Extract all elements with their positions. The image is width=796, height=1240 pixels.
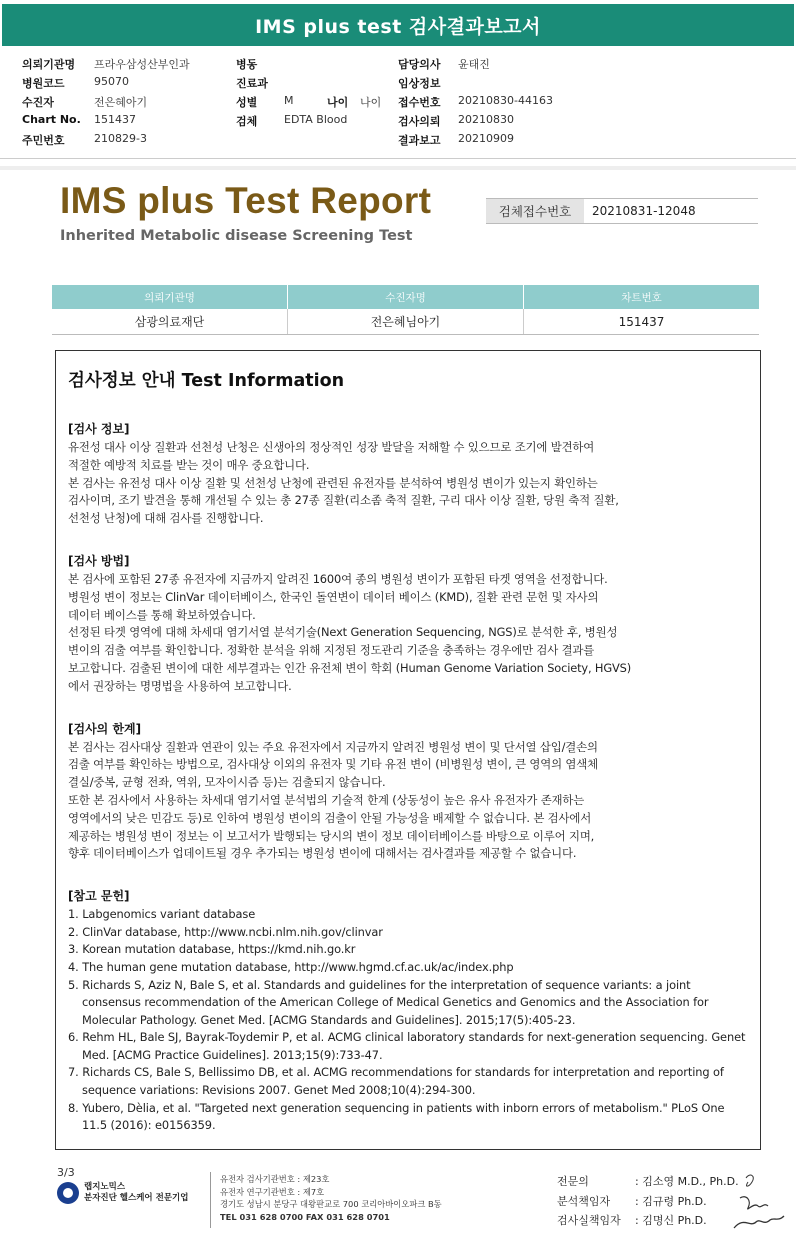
meta-label: 병원코드 (22, 77, 65, 90)
lab-info-line: 유전자 검사기관번호 : 제23호 (220, 1174, 330, 1184)
section-heading: [검사 정보] (68, 422, 130, 436)
meta-label: 병동 (236, 58, 258, 71)
meta-info (22, 56, 782, 152)
report-title: IMS plus Test Report (60, 180, 432, 221)
info-title: 검사정보 안내 Test Information (68, 371, 345, 391)
signer-name: : 김규령 Ph.D. (635, 1194, 707, 1208)
table-row (52, 309, 759, 335)
lab-info-line: 유전자 연구기관번호 : 제7호 (220, 1186, 325, 1197)
section-test-method (68, 552, 748, 696)
meta-label: 수진자 (22, 96, 54, 109)
reference-item: 3. Korean mutation database, https://kmd.nih.go.kr (68, 942, 356, 957)
meta-value: 20210830 (458, 113, 514, 126)
signer-row (557, 1192, 739, 1212)
lab-info-line: 경기도 성남시 분당구 대왕판교로 700 코리아바이오파크 B동 (220, 1199, 442, 1210)
table-cell: 151437 (618, 314, 665, 329)
signer-role: 분석책임자 (557, 1194, 611, 1208)
logo-icon (57, 1182, 79, 1204)
meta-label: 담당의사 (398, 58, 441, 71)
meta-value: 151437 (94, 113, 136, 126)
meta-value: 210829-3 (94, 132, 147, 145)
paragraph-line: 또한 본 검사에서 사용하는 차세대 염기서열 분석법의 기술적 한계 (상동성이 높은 유사 유전자가 존재하는 (68, 792, 585, 807)
section-heading: [검사 방법] (68, 553, 130, 568)
meta-value: 20210830-44163 (458, 94, 553, 107)
meta-value: 윤태진 (458, 58, 490, 71)
paragraph-line: 변이의 검출 여부를 확인합니다. 정확한 분석을 위해 지정된 정도관리 기준을 충족하는 경우에만 검사 결과를 (68, 643, 595, 658)
logo-name: 랩지노믹스 (84, 1182, 126, 1192)
footer (0, 1160, 796, 1240)
paragraph-line: 본 검사는 유전성 대사 이상 질환 및 선천성 난청에 관련된 유전자를 분석하여 병원성 변이가 있는지 확인하는 (68, 475, 598, 490)
header-banner (0, 0, 796, 50)
meta-value: 전은혜아기 (94, 96, 148, 109)
section-test-info (68, 420, 748, 528)
signers (557, 1172, 739, 1231)
meta-label: 의뢰기관명 (22, 58, 76, 71)
paragraph-line: 검출 여부를 확인하는 방법으로, 검사대상 이외의 유전자 및 기타 유전 변이 (비병원성 변이, 큰 영역의 염색체 (68, 757, 598, 772)
signer-name: : 김명신 Ph.D. (635, 1214, 707, 1228)
table-header-cell: 의뢰기관명 (52, 285, 288, 309)
logo-tagline: 분자진단 헬스케어 전문기업 (84, 1193, 189, 1203)
patient-table (52, 285, 759, 335)
sample-number-label: 검체접수번호 (486, 199, 584, 223)
signer-role: 전문의 (557, 1175, 589, 1188)
divider (0, 166, 796, 170)
meta-label: 나이 (327, 96, 349, 109)
reference-item: 6. Rehm HL, Bale SJ, Bayrak-Toydemir P, et al. ACMG clinical laboratory standards for next-generation sequencing. Genet Med. [ACMG Practice Guidelines]. 2013;15(9):733-47. (68, 1030, 746, 1062)
meta-label: Chart No. (22, 113, 81, 126)
page-number: 3/3 (57, 1166, 75, 1179)
reference-item: 1. Labgenomics variant database (68, 907, 256, 922)
reference-list (68, 906, 748, 1135)
paragraph-line: 결실/중복, 균형 전좌, 역위, 모자이시즘 등)는 검출되지 않습니다. (68, 775, 386, 790)
table-header-cell: 차트번호 (621, 291, 662, 304)
paragraph-line: 본 검사에 포함된 27종 유전자에 지금까지 알려진 1600여 종의 병원성 변이가 포함된 타겟 영역을 선정합니다. (68, 571, 608, 586)
reference-item: 7. Richards CS, Bale S, Bellissimo DB, et al. ACMG recommendations for standards for interpretation and reporting of sequence variations: Revisions 2007. Genet Med 2008;10(4):294-300. (68, 1065, 724, 1098)
section-heading: [참고 문헌] (68, 889, 130, 904)
divider (210, 1172, 211, 1228)
lab-info-line: TEL 031 628 0700 FAX 031 628 0701 (220, 1211, 390, 1222)
meta-label: 주민번호 (22, 134, 65, 147)
report-banner-title: IMS plus test 검사결과보고서 (2, 4, 794, 46)
signature-image (730, 1168, 790, 1240)
paragraph-line: 본 검사는 검사대상 질환과 연관이 있는 주요 유전자에서 지금까지 알려진 병원성 변이 및 단서열 삽입/결손의 (68, 739, 598, 754)
table-cell: 삼광의료재단 (52, 309, 288, 334)
meta-label: 진료과 (236, 77, 268, 90)
meta-label: 결과보고 (398, 134, 441, 147)
paragraph-line: 보고합니다. 검출된 변이에 대한 세부결과는 인간 유전체 변이 학회 (Human Genome Variation Society, HGVS) (68, 660, 632, 675)
meta-label: 검체 (236, 115, 258, 128)
sample-number-value: 20210831-12048 (592, 204, 696, 218)
meta-label: 접수번호 (398, 96, 441, 109)
meta-label: 임상정보 (398, 77, 441, 90)
paragraph-line: 선정된 타겟 영역에 대해 차세대 염기서열 분석기술(Next Generation Sequencing, NGS)로 분석한 후, 병원성 (68, 625, 618, 640)
paragraph-line: 데이터 베이스를 통해 확보하였습니다. (68, 607, 256, 622)
divider (0, 158, 796, 159)
paragraph-line: 제공하는 병원성 변이 정보는 이 보고서가 발행되는 당시의 변이 정보 데이터베이스를 바탕으로 이루어 지며, (68, 828, 595, 843)
signer-name: : 김소영 M.D., Ph.D. (635, 1175, 739, 1188)
table-header-cell: 수진자명 (288, 285, 524, 309)
test-information-box (55, 350, 761, 1150)
table-header-row (52, 285, 759, 309)
reference-item: 8. Yubero, Dèlia, et al. "Targeted next generation sequencing in patients with inborn errors of metabolism." PLoS One 11.5 (2016): e0156359. (68, 1100, 725, 1133)
signer-row (557, 1172, 739, 1192)
signer-row (557, 1211, 739, 1231)
meta-value: 95070 (94, 75, 129, 88)
company-logo (57, 1182, 188, 1204)
sample-number-box (486, 198, 758, 224)
meta-value: 나이 (360, 96, 382, 109)
table-cell: 전은혜님아기 (288, 309, 524, 334)
paragraph-line: 향후 데이터베이스가 업데이트될 경우 추가되는 병원성 변이에 대해서는 검사결과를 제공할 수 없습니다. (68, 846, 577, 861)
section-references (68, 887, 748, 1135)
signer-role: 검사실책임자 (557, 1214, 621, 1228)
report-subtitle: Inherited Metabolic disease Screening Test (60, 228, 413, 244)
reference-item: 4. The human gene mutation database, http://www.hgmd.cf.ac.uk/ac/index.php (68, 959, 514, 974)
meta-label: 성별 (236, 96, 258, 109)
meta-value: EDTA Blood (284, 113, 348, 126)
paragraph-line: 검사이며, 조기 발견을 통해 개선될 수 있는 총 27종 질환(리소좀 축적 질환, 구리 대사 이상 질환, 당원 축적 질환, (68, 493, 619, 508)
meta-value: 프라우삼성산부인과 (94, 58, 190, 71)
reference-item: 5. Richards S, Aziz N, Bale S, et al. Standards and guidelines for the interpretation of sequence variants: a joint consensus recommendation of the American College of Medical Genetics and Genomics and the Association for Molecular Pathology. Genet Med. [ACMG Standards and Guidelines]. 2015;17(5):405-23. (68, 977, 709, 1027)
meta-value: 20210909 (458, 132, 514, 145)
paragraph-line: 에서 권장하는 명명법을 사용하여 보고합니다. (68, 678, 292, 693)
lab-info (220, 1173, 442, 1223)
paragraph-line: 영역에서의 낮은 민감도 등)로 인하여 병원성 변이의 검출이 안될 가능성을 배제할 수 없습니다. 본 검사에서 (68, 810, 592, 825)
reference-item: 2. ClinVar database, http://www.ncbi.nlm.nih.gov/clinvar (68, 924, 383, 939)
paragraph-line: 선천성 난청)에 대해 검사를 진행합니다. (68, 511, 264, 526)
meta-value: M (284, 94, 294, 107)
section-test-limits (68, 720, 748, 864)
meta-label: 검사의뢰 (398, 115, 441, 128)
paragraph-line: 유전성 대사 이상 질환과 선천성 난청은 신생아의 정상적인 성장 발달을 저해할 수 있으므로 조기에 발견하여 (68, 440, 595, 454)
paragraph-line: 적절한 예방적 치료를 받는 것이 매우 중요합니다. (68, 457, 310, 472)
section-heading: [검사의 한계] (68, 721, 142, 736)
paragraph-line: 병원성 변이 정보는 ClinVar 데이터베이스, 한국인 돌연변이 데이터 베이스 (KMD), 질환 관련 문헌 및 자사의 (68, 589, 599, 604)
